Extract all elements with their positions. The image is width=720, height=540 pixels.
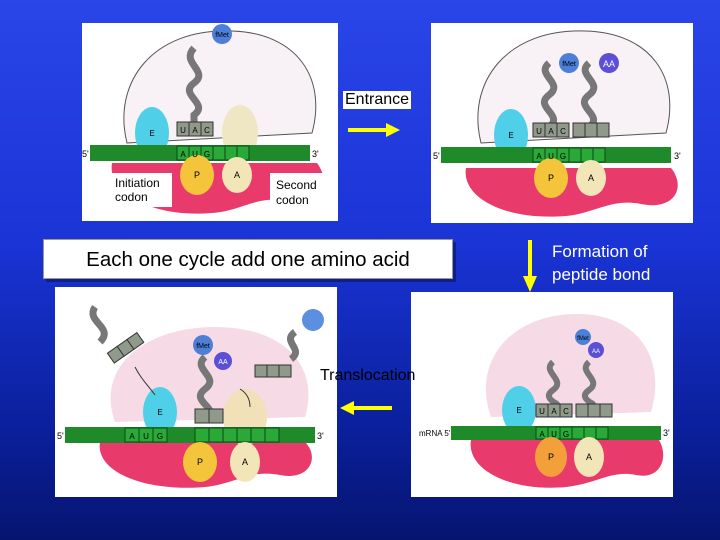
ribosome-diagram-4	[411, 292, 673, 497]
svg-text:A: A	[536, 152, 542, 161]
svg-text:A: A	[548, 127, 554, 136]
panel-translocation	[55, 287, 337, 497]
svg-text:AA: AA	[591, 349, 601, 355]
svg-text:fMet: fMet	[196, 343, 210, 350]
ribosome-diagram-2	[431, 23, 693, 223]
svg-text:mRNA 5': mRNA 5'	[419, 429, 451, 438]
svg-text:P: P	[196, 457, 204, 467]
svg-text:AA: AA	[218, 359, 228, 366]
svg-text:E: E	[516, 406, 522, 415]
cycle-caption: Each one cycle add one amino acid	[43, 239, 453, 279]
panel-peptide-bond	[411, 292, 673, 497]
svg-text:A: A	[241, 457, 249, 467]
svg-text:3': 3'	[317, 431, 324, 441]
svg-text:fMet: fMet	[562, 61, 576, 68]
svg-text:P: P	[193, 170, 201, 180]
svg-text:U: U	[192, 150, 198, 159]
svg-text:fMet: fMet	[577, 336, 589, 342]
svg-text:A: A	[129, 432, 135, 441]
svg-text:P: P	[547, 452, 555, 462]
svg-text:A: A	[180, 150, 186, 159]
svg-text:3': 3'	[312, 149, 319, 159]
svg-text:U: U	[539, 407, 545, 416]
svg-text:AA: AA	[602, 59, 616, 69]
svg-text:C: C	[560, 127, 566, 136]
translocation-arrow	[338, 398, 394, 418]
translocation-label: Translocation	[320, 367, 416, 384]
svg-text:G: G	[559, 152, 567, 161]
formation-note: Formation of peptide bond	[552, 242, 651, 284]
svg-text:A: A	[192, 126, 198, 135]
svg-text:U: U	[551, 430, 557, 439]
svg-text:C: C	[204, 126, 210, 135]
svg-text:U: U	[548, 152, 554, 161]
svg-text:E: E	[508, 131, 514, 140]
down-arrow	[520, 238, 540, 294]
svg-text:U: U	[143, 432, 149, 441]
svg-text:5': 5'	[433, 151, 440, 161]
entrance-label: Entrance	[345, 91, 410, 108]
svg-text:A: A	[233, 170, 241, 180]
panel-entrance	[431, 23, 693, 223]
second-codon-label: Second codon	[276, 178, 317, 207]
svg-text:U: U	[536, 127, 542, 136]
svg-text:G: G	[156, 432, 164, 441]
svg-text:G: G	[203, 150, 211, 159]
svg-text:E: E	[157, 408, 163, 417]
svg-text:A: A	[551, 407, 557, 416]
svg-text:3': 3'	[663, 428, 670, 438]
svg-text:fMet: fMet	[215, 32, 229, 39]
svg-text:G: G	[562, 430, 570, 439]
ribosome-diagram-3	[55, 287, 337, 497]
svg-text:A: A	[539, 430, 545, 439]
svg-text:C: C	[563, 407, 569, 416]
svg-text:P: P	[547, 173, 555, 183]
entrance-arrow	[346, 120, 402, 140]
svg-text:U: U	[180, 126, 186, 135]
svg-text:5': 5'	[57, 431, 64, 441]
svg-text:A: A	[585, 452, 593, 462]
svg-text:E: E	[149, 129, 155, 138]
svg-text:3': 3'	[674, 151, 681, 161]
initiation-codon-label: Initiation codon	[115, 176, 160, 204]
svg-text:5': 5'	[82, 149, 89, 159]
svg-text:A: A	[587, 173, 595, 183]
